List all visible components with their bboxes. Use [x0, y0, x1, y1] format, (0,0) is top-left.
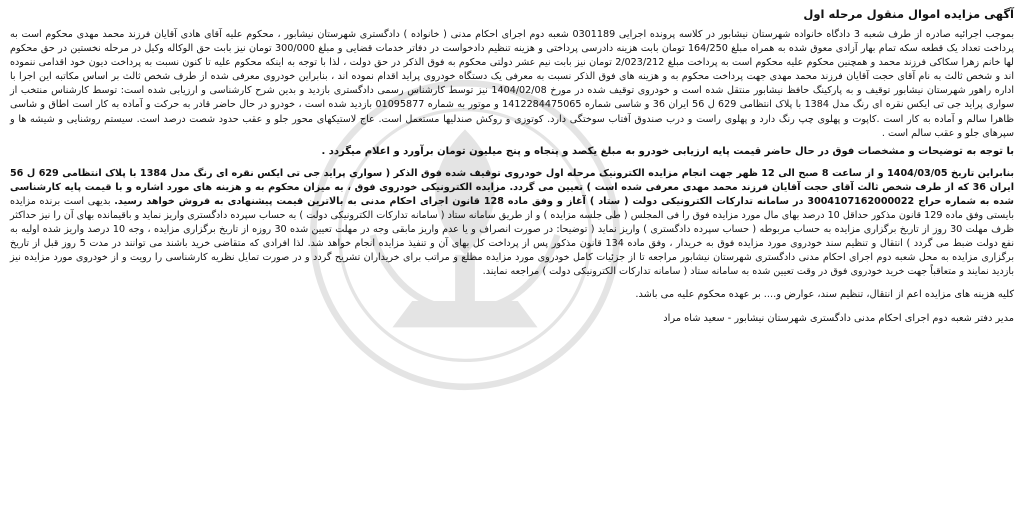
auction-date-and-terms: بنابراین تاریخ 1404/03/05 و از ساعت 8 صبح الی 12 ظهر جهت انجام مزایده الکترونیک مرحله اول خودروی توقیف شده فوق الذکر ( سواری پراید جی تی ایکس نقره ای رنگ مدل 1384 با پلاک انتظامی 629 ل 56 ایران 36 که از طرف شخص ثالث آقای حجت آقایان فرزند محمد مهدی معرفی شده است ) تعیین می گردد. مزایده الکترونیکی خودروی فوق ، به میزان محکوم به و هزینه های مورد اشاره و با قیمت پایه کارشناسی شده به شماره حراج 3004107162000022 در سامانه تدارکات الکترونیکی دولت ( ستاد ) آغاز و وفق ماده 128 قانون اجرای احکام مدنی به بالاترین قیمت پیشنهادی به فروش خواهد رسید.: [10, 167, 1014, 207]
notice-intro-paragraph: بموجب اجرائیه صادره از طرف شعبه 3 دادگاه خانواده شهرستان نیشابور در کلاسه پرونده اجرایی 0301189 شعبه دوم اجرای احکام مدنی ( خانواده ) دادگستری شهرستان نیشابور ، محکوم علیه آقای هادی آقایان فرزند محمد مهدی محکوم است به پرداخت تعداد یک قطعه سکه تمام بهار آزادی معوق شده به همراه مبلغ 164/250 تومان بابت هزینه دادرسی پرداختی و هزینه تنظیم دادخواست در دفاتر خدمات قضایی و مبلغ 300/000 تومان نیز بابت حق الوکاله وکیل در مرحله نخستین در حق محکوم لها خانم زهرا سکاکی فرزند محمد و همچنین محکوم علیه محکوم است به پرداخت مبلغ 2/023/212 تومان نیز بابت نیم عشر دولتی محکوم به فوق الذکر در حق دولت ، لذا با توجه به اینکه محکوم علیه تا کنون نسبت به پرداخت دیون خود اقدامی ننموده اند و شخص ثالث به نام آقای حجت آقایان فرزند محمد مهدی جهت پرداخت محکوم به و هزینه های فوق الذکر نسبت به معرفی یک دستگاه خودروی پراید اقدام نموده اند ، بنابراین خودروی معرفی شده از طرف شخص ثالث بر اساس مکاتبه این اجرا با اداره راهور شهرستان نیشابور توقیف و به پارکینگ حافظ نیشابور منتقل شده است و خودروی توقیف شده در مورخ 1404/02/08 نیز توسط کارشناس رسمی دادگستری بازدید و بدین شرح کارشناسی و ارزیابی شده است: توسط کارشناس منتخب از سواری پراید جی تی ایکس نقره ای رنگ مدل 1384 با پلاک انتظامی 629 ل 56 ایران 36 و شاسی شماره 1412284475065 و موتور به شماره 01095877 بازدید شده است ، خودرو در حال حاضر قادر به حرکت و آماده به کار است اطاق و شاسی ظاهرا سالم و آماده به کار است .کاپوت و پهلوی چپ رنگ دارد و پهلوی راست و درب صندوق آفتاب سوختگی دارد. کوتوزی و روکش صندلیها مستعمل است. عاج لاستیکهای محور جلو و عقب حدود شصت درصد است. سیستم روشنایی و شیشه ها و سپرهای جلو و عقب سالم است .: [10, 29, 1014, 139]
auction-payment-terms: بدیهی است برنده مزایده بایستی وفق ماده 129 قانون مذکور حداقل 10 درصد بهای مال مورد مزایده فوق را فی المجلس ( طی جلسه مزایده ) و از طریق سامانه ستاد ( سامانه تدارکات الکترونیکی دولت ) به حساب سپرده دادگستری واریز نماید و باقیمانده بهای آن را نیز حداکثر ظرف مهلت 30 روز از تاریخ برگزاری مزایده به حساب مربوطه ( حساب سپرده دادگستری ) واریز نماید ( توضیحا: در صورت انصراف و یا عدم واریز مابقی وجه در مهلت تعیین شده 30 روزه از تاریخ برگزاری مزایده ، وجه 10 درصد واریز شده اولیه به نفع دولت ضبط می گردد ) انتقال و تنظیم سند خودروی مورد مزایده فوق به خریدار ، وفق ماده 134 قانون مذکور پس از پرداخت کل بهای آن و تنفیذ مزایده انجام خواهد شد. لذا افرادی که متقاضی خرید باشند می توانند در مدت 5 روز قبل از تاریخ برگزاری مزایده به محل شعبه دوم اجرای احکام مدنی دادگستری شهرستان نیشابور مراجعه تا از جزئیات کامل خودروی مورد مزایده مطلع و مراتب برای خریداران تشریح گردد و در صورت تمایل نظریه کارشناسی را رویت و از خودروی مورد مزایده نیز بازدید نمایند و متعاقباً جهت خرید خودروی فوق در وقت تعیین شده به سامانه ستاد ( سامانه تدارکات الکترونیکی دولت ) مراجعه نمایند.: [10, 195, 1015, 278]
costs-statement: کلیه هزینه های مزایده اعم از انتقال، تنظیم سند، عوارض و.... بر عهده محکوم علیه می باشد.: [635, 288, 1014, 300]
signature-line: مدیر دفتر شعبه دوم اجرای احکام مدنی دادگستری شهرستان نیشابور - سعید شاه مراد: [663, 312, 1014, 324]
valuation-statement: با توجه به توضیحات و مشخصات فوق در حال حاضر قیمت پایه ارزیابی خودرو به مبلغ یکصد و پنجاه و پنج میلیون تومان برآورد و اعلام میگردد .: [321, 145, 1014, 157]
auction-details-paragraph: [10, 167, 1014, 280]
notice-title: آگهی مزایده اموال منقول مرحله اول: [803, 7, 1014, 21]
